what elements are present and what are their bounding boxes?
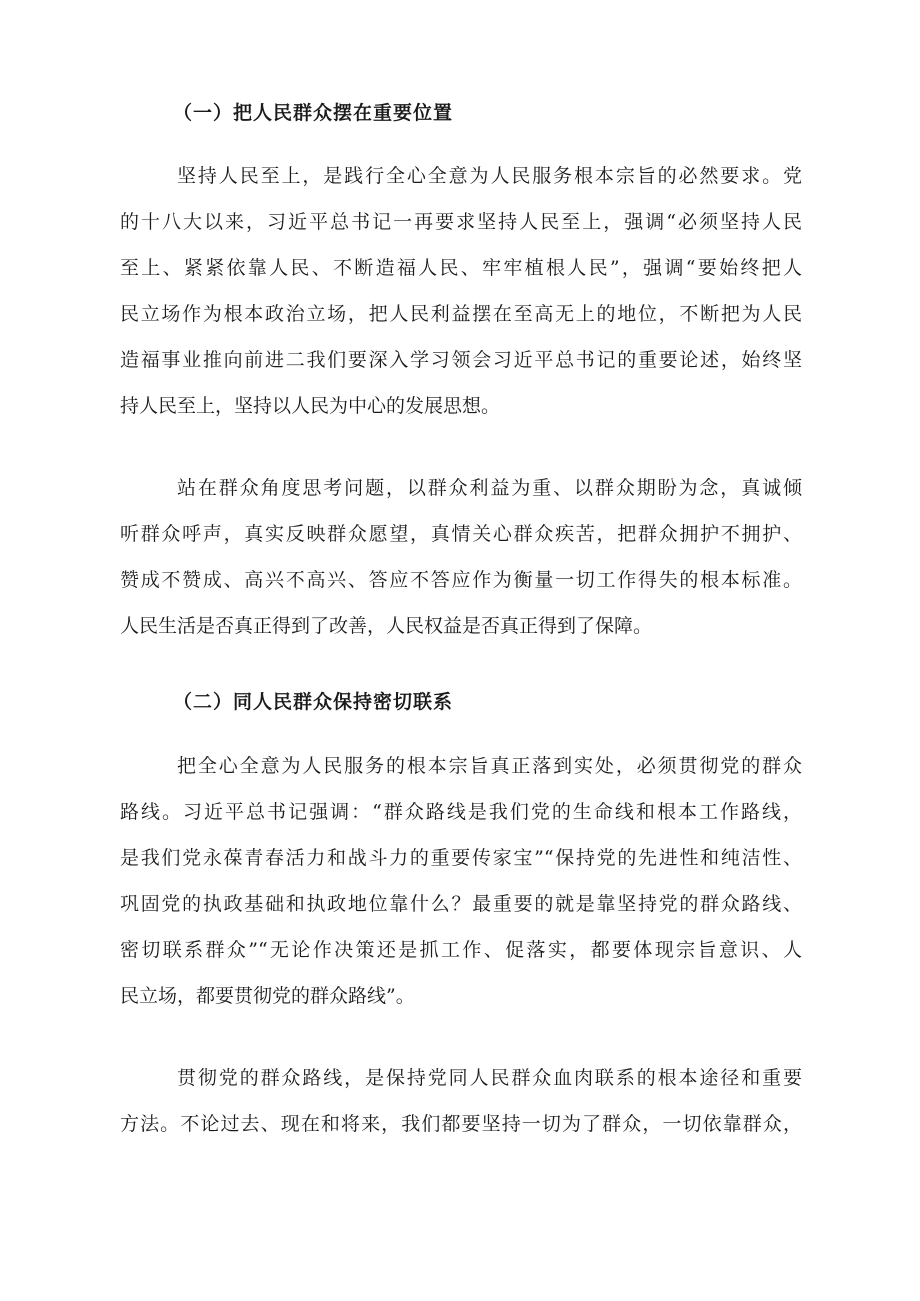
paragraph-line: 赞成不赞成、高兴不高兴、答应不答应作为衡量一切工作得失的根本标准。 [120,569,802,591]
paragraph-line: 至上、紧紧依靠人民、不断造福人民、牢牢植根人民”，强调“要始终把人 [120,257,802,279]
paragraph-line: 的十八大以来，习近平总书记一再要求坚持人民至上，强调“必须坚持人民 [120,211,802,233]
paragraph-line: 坚持人民至上，是践行全心全意为人民服务根本宗旨的必然要求。党 [177,165,802,187]
paragraph-line: 听群众呼声，真实反映群众愿望，真情关心群众疾苦，把群众拥护不拥护、 [120,523,802,545]
paragraph-line: 方法。不论过去、现在和将来，我们都要坚持一切为了群众，一切依靠群众， [120,1113,802,1135]
paragraph-3 [120,752,802,1028]
paragraph-line: 民立场，都要贯彻党的群众路线”。 [120,985,415,1007]
section-heading-1: （一）把人民群众摆在重要位置 [173,102,454,124]
paragraph-line: 造福事业推向前进二我们要深入学习领会习近平总书记的重要论述，始终坚 [120,349,802,371]
paragraph-line: 民立场作为根本政治立场，把人民利益摆在至高无上的地位，不断把为人民 [120,303,802,325]
paragraph-line: 路线。习近平总书记强调：“群众路线是我们党的生命线和根本工作路线， [120,801,802,823]
paragraph-1 [120,162,802,438]
paragraph-line: 是我们党永葆青春活力和战斗力的重要传家宝”“保持党的先进性和纯洁性、 [120,847,802,869]
section-heading-2: （二）同人民群众保持密切联系 [173,691,454,713]
paragraph-line: 持人民至上，坚持以人民为中心的发展思想。 [120,395,501,417]
paragraph-line: 贯彻党的群众路线，是保持党同人民群众血肉联系的根本途径和重要 [177,1067,802,1089]
paragraph-2 [120,474,802,658]
paragraph-line: 人民生活是否真正得到了改善，人民权益是否真正得到了保障。 [120,615,653,637]
paragraph-4 [120,1064,802,1156]
paragraph-line: 密切联系群众”“无论作决策还是抓工作、促落实，都要体现宗旨意识、人 [120,939,802,961]
paragraph-line: 站在群众角度思考问题，以群众利益为重、以群众期盼为念，真诚倾 [177,477,802,499]
paragraph-line: 巩固党的执政基础和执政地位靠什么？最重要的就是靠坚持党的群众路线、 [120,893,802,915]
paragraph-line: 把全心全意为人民服务的根本宗旨真正落到实处，必须贯彻党的群众 [177,755,802,777]
